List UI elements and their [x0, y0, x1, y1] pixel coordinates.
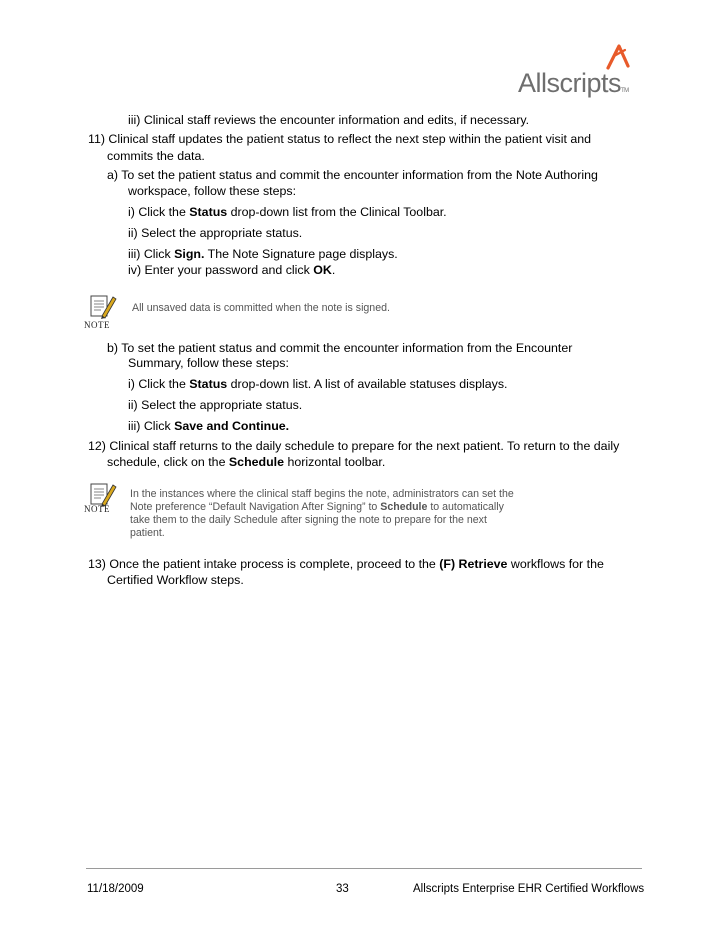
step-11a-cont: workspace, follow these steps:	[128, 184, 297, 198]
note-label: NOTE	[84, 320, 110, 330]
step-11-cont: commits the data.	[107, 149, 205, 163]
step-11b: b) To set the patient status and commit the encounter information from the Encounter	[107, 341, 573, 355]
note-2-line-1: In the instances where the clinical staff begins the note, administrators can set the	[130, 488, 514, 500]
step-11b-cont: Summary, follow these steps:	[128, 356, 289, 370]
step-11a-iv: iv) Enter your password and click OK.	[128, 263, 336, 277]
note-pencil-icon	[88, 292, 118, 320]
step-11b-i: i) Click the Status drop-down list. A list of available statuses displays.	[128, 377, 508, 391]
step-11a-iii: iii) Click Sign. The Note Signature page displays.	[128, 247, 398, 261]
note-block-1	[84, 292, 484, 332]
step-13: 13) Once the patient intake process is complete, proceed to the (F) Retrieve workflows for the	[88, 557, 604, 571]
footer-divider	[86, 868, 642, 869]
note-1-text: All unsaved data is committed when the note is signed.	[132, 302, 390, 314]
step-11: 11) Clinical staff updates the patient status to reflect the next step within the patient visit and	[88, 132, 592, 146]
step-11b-ii: ii) Select the appropriate status.	[128, 398, 303, 412]
step-12: 12) Clinical staff returns to the daily schedule to prepare for the next patient. To return to the daily	[88, 439, 620, 453]
note-label: NOTE	[84, 504, 110, 514]
note-block-2	[84, 480, 564, 540]
footer-doc-title: Allscripts Enterprise EHR Certified Workflows	[413, 883, 645, 895]
step-11a-ii: ii) Select the appropriate status.	[128, 226, 303, 240]
step-11b-iii: iii) Click Save and Continue.	[128, 419, 290, 433]
note-2-line-4: patient.	[130, 527, 165, 539]
footer-page-number: 33	[336, 883, 349, 895]
allscripts-logo	[516, 42, 636, 100]
note-2-line-3: take them to the daily Schedule after signing the note to prepare for the next	[130, 514, 487, 526]
footer-date: 11/18/2009	[87, 883, 144, 895]
note-2-line-2: Note preference “Default Navigation After Signing” to Schedule to automatically	[130, 501, 504, 513]
step-11a: a) To set the patient status and commit the encounter information from the Note Authoring	[107, 168, 598, 182]
logo-tm: TM	[621, 88, 629, 94]
step-13-cont: Certified Workflow steps.	[107, 573, 244, 587]
logo-brand-text: Allscripts	[518, 68, 622, 98]
step-12-cont: schedule, click on the Schedule horizontal toolbar.	[107, 455, 386, 469]
step-11a-i: i) Click the Status drop-down list from the Clinical Toolbar.	[128, 205, 447, 219]
step-10-iii: iii) Clinical staff reviews the encounter information and edits, if necessary.	[128, 113, 530, 127]
